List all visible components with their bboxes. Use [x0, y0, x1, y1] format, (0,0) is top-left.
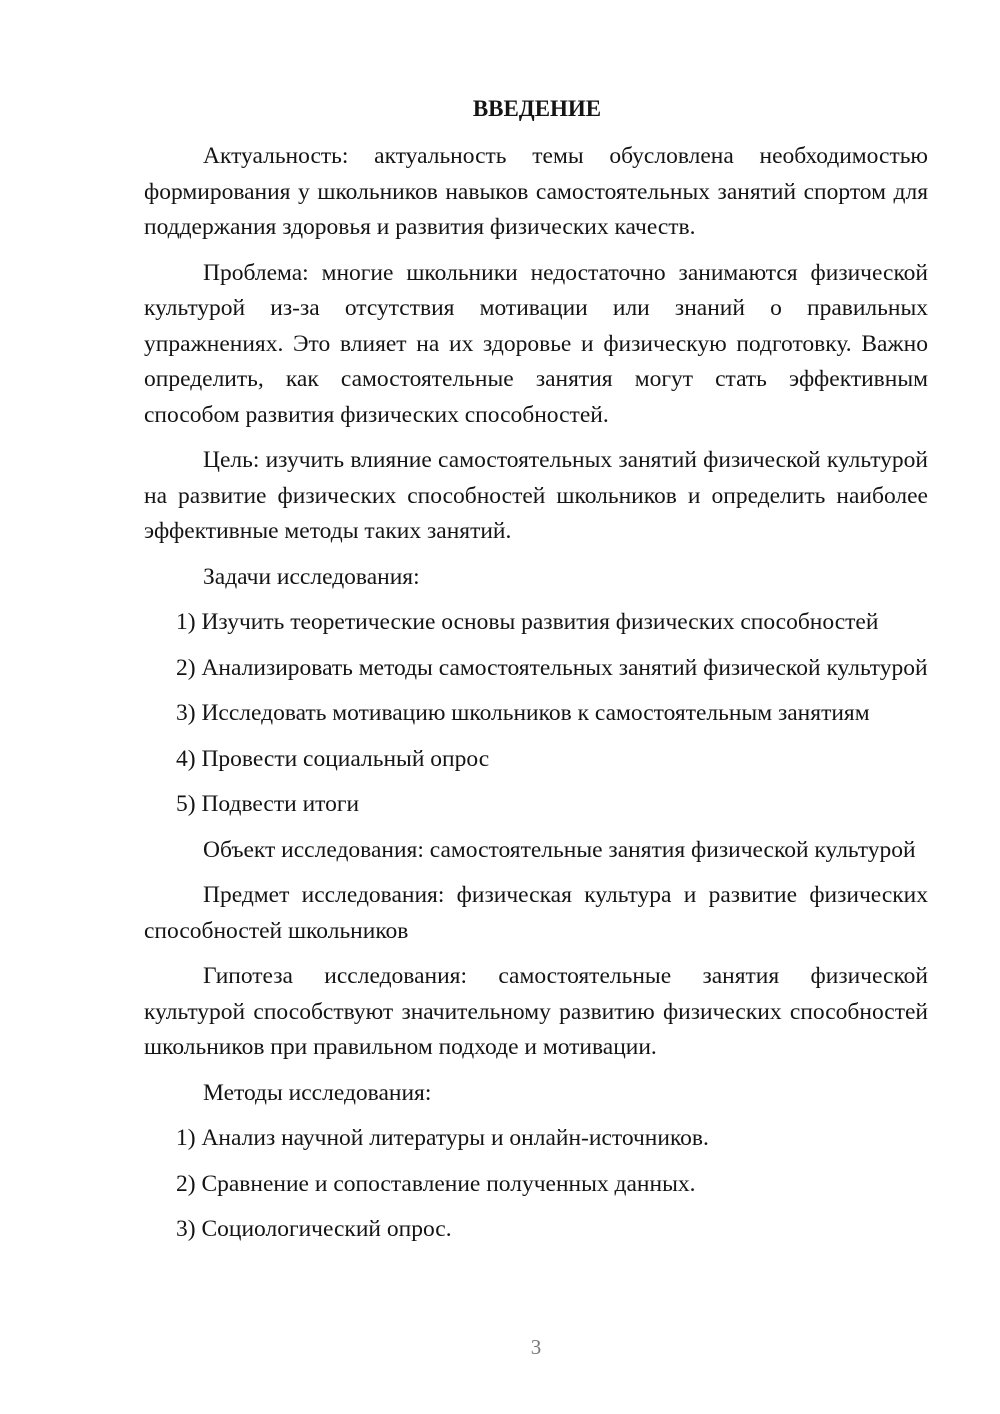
- document-page: [144, 94, 928, 1258]
- methods-heading: Методы исследования:: [203, 1079, 432, 1106]
- page-number: 3: [530, 1335, 542, 1359]
- method-item: 3) Социологический опрос.: [176, 1216, 452, 1242]
- task-item: 4) Провести социальный опрос: [176, 745, 490, 772]
- goal-paragraph: Цель: изучить влияние самостоятельных занятий физической культурой на развитие физических способностей школьников и определить наиболее эффективные методы таких занятий.: [144, 447, 928, 544]
- subject-paragraph: Предмет исследования: физическая культура и развитие физических способностей школьников: [144, 882, 928, 944]
- object-paragraph: Объект исследования: самостоятельные занятия физической культурой: [203, 836, 916, 863]
- task-item: 3) Исследовать мотивацию школьников к самостоятельным занятиям: [176, 700, 870, 726]
- problem-paragraph: Проблема: многие школьники недостаточно занимаются физической культурой из-за отсутствия мотивации или знаний о правильных упражнениях. Это влияет на их здоровье и физическую подготовку. Важно определить, как самостоятельные занятия могут стать эффективным способом развития физических способностей.: [144, 259, 928, 428]
- method-item: 2) Сравнение и сопоставление полученных данных.: [176, 1170, 696, 1197]
- relevance-paragraph: Актуальность: актуальность темы обусловлена необходимостью формирования у школьников навыков самостоятельных занятий спортом для поддержания здоровья и развития физических качеств.: [144, 143, 928, 240]
- task-item: 2) Анализировать методы самостоятельных занятий физической культурой: [176, 654, 928, 681]
- section-title: ВВЕДЕНИЕ: [472, 96, 602, 121]
- hypothesis-paragraph: Гипотеза исследования: самостоятельные занятия физической культурой способствуют значительному развитию физических способностей школьников при правильном подходе и мотивации.: [144, 963, 928, 1060]
- task-item: 5) Подвести итоги: [176, 791, 360, 817]
- task-item: 1) Изучить теоретические основы развития физических способностей: [176, 609, 879, 635]
- tasks-heading: Задачи исследования:: [203, 563, 420, 590]
- method-item: 1) Анализ научной литературы и онлайн-источников.: [176, 1125, 709, 1151]
